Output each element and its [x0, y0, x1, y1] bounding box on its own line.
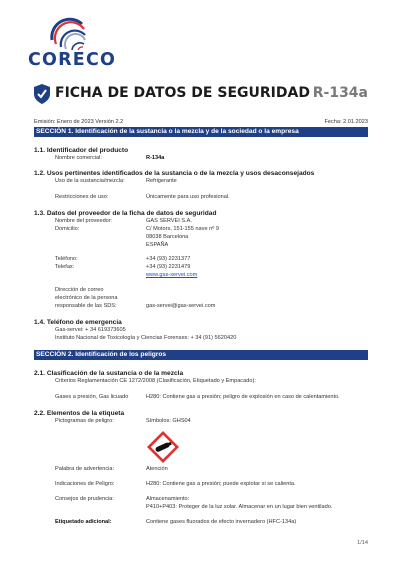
- precautionary-value-1: Almacenamiento:: [146, 496, 190, 502]
- subsection-2-1-heading: 2.1. Clasificación de la sustancia o de la mezcla: [34, 370, 184, 377]
- email-label-line-2: electrónico de la persona: [55, 295, 118, 301]
- additional-labelling-value: Contiene gases fluorados de efecto invernadero (HFC-134a): [146, 519, 297, 525]
- precautionary-value-2: P410+P403: Proteger de la luz solar. Almacenar en un lugar bien ventilado.: [146, 504, 333, 510]
- brand-name: CORECO: [28, 50, 117, 70]
- website-link[interactable]: www.gas-servei.com: [146, 272, 198, 278]
- additional-labelling-label: Etiquetado adicional:: [55, 519, 112, 525]
- shield-check-icon: [34, 84, 50, 104]
- emergency-line-2: Instituto Nacional de Toxicología y Ciencias Forenses: + 34 (91) 5620420: [55, 335, 237, 341]
- section-2-header: SECCIÓN 2. Identificación de los peligros: [34, 350, 368, 360]
- subsection-1-1-heading: 1.1. Identificador del producto: [34, 147, 129, 154]
- edition-text: Emisión: Enero de 2023 Versión 2.2: [34, 119, 124, 125]
- fax-value: +34 (93) 2231479: [146, 264, 191, 270]
- document-title: FICHA DE DATOS DE SEGURIDAD: [55, 85, 310, 101]
- page-number: 1/14: [357, 540, 368, 546]
- address-line-2: 08038 Barcelona: [146, 234, 189, 240]
- email-value: gas-servei@gas-servei.com: [146, 303, 216, 309]
- section-1-header: SECCIÓN 1. Identificación de la sustancia o la mezcla y de la sociedad o la empresa: [34, 127, 368, 137]
- hazard-statements-label: Indicaciones de Peligro:: [55, 481, 115, 487]
- trade-name-value: R-134a: [146, 155, 165, 161]
- address-label: Domicilio:: [55, 226, 80, 232]
- phone-value: +34 (93) 2231377: [146, 256, 191, 262]
- date-text: Fecha: 2.01.2023: [324, 119, 368, 125]
- document-meta: [34, 119, 368, 125]
- phone-label: Teléfono:: [55, 256, 78, 262]
- supplier-label: Nombre del proveedor:: [55, 218, 113, 224]
- address-line-3: ESPAÑA: [146, 242, 169, 248]
- subsection-1-4-heading: 1.4. Teléfono de emergencia: [34, 319, 122, 326]
- signal-word-value: Atención: [146, 466, 168, 472]
- pictogram-value: Símbolos: GHS04: [146, 418, 191, 424]
- address-line-1: C/ Motors, 151-155 nave nº 9: [146, 226, 219, 232]
- precautionary-label: Consejos de prudencia:: [55, 496, 114, 502]
- emergency-line-1: Gas-servei: + 34 619373605: [55, 327, 126, 333]
- hazard-statements-value: H280: Contiene gas a presión; puede explotar si se calienta.: [146, 481, 296, 487]
- signal-word-label: Palabra de advertencia:: [55, 466, 115, 472]
- subsection-2-2-heading: 2.2. Elementos de la etiqueta: [34, 410, 125, 417]
- trade-name-label: Nombre comercial:: [55, 155, 102, 161]
- document-header: [34, 82, 368, 106]
- subsection-1-3-heading: 1.3. Datos del proveedor de la ficha de datos de seguridad: [34, 210, 217, 217]
- fax-label: Telefax:: [55, 264, 75, 270]
- use-value: Refrigerante: [146, 178, 177, 184]
- restrictions-label: Restricciones de uso:: [55, 194, 109, 200]
- classification-label: Gases a presión, Gas licuado: [55, 394, 129, 400]
- classification-criteria: Criterios Reglamentación CE 1272/2008 (Clasificación, Etiquetado y Empacado):: [55, 378, 256, 384]
- use-label: Uso de la sustancia/mezcla:: [55, 178, 125, 184]
- pictogram-label: Pictogramas de peligro:: [55, 418, 114, 424]
- supplier-value: GAS SERVEI S.A.: [146, 218, 192, 224]
- subsection-1-2-heading: 1.2. Usos pertinentes identificados de la sustancia o de la mezcla y usos desaconsejados: [34, 170, 315, 177]
- email-label-line-3: responsable de las SDS:: [55, 303, 117, 309]
- classification-value: H280: Contiene gas a presión; peligro de explosión en caso de calentamiento.: [146, 394, 340, 400]
- product-code: R-134a: [312, 85, 368, 101]
- gas-cylinder-ghs04-icon: [146, 430, 180, 464]
- email-label-line-1: Dirección de correo: [55, 287, 104, 293]
- restrictions-value: Únicamente para uso profesional.: [146, 194, 230, 200]
